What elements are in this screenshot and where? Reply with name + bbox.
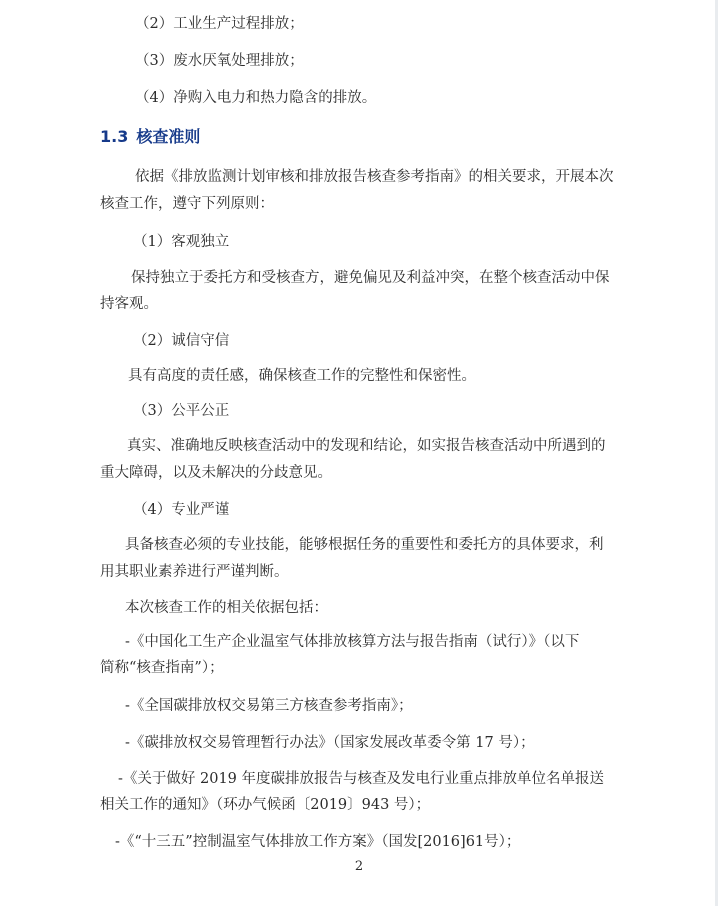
section-heading: [100, 126, 200, 148]
basis-item-line: -《关于做好 2019 年度碳排放报告与核查及发电行业重点排放单位名单报送: [118, 771, 605, 787]
emission-source-item: （2）工业生产过程排放；: [135, 16, 304, 32]
principle-title: （2）诚信守信: [133, 333, 230, 349]
emission-source-item: （3）废水厌氧处理排放；: [135, 53, 304, 69]
principle-title: （4）专业严谨: [133, 502, 230, 518]
principle-title: （3）公平公正: [133, 403, 230, 419]
section-number: 1.3: [100, 127, 129, 146]
principle-text-line: 具备核查必须的专业技能，能够根据任务的重要性和委托方的具体要求，利: [125, 537, 604, 553]
page-number: 2: [354, 859, 364, 874]
basis-item-line: 相关工作的通知》（环办气候函〔2019〕943 号）；: [100, 797, 431, 813]
intro-paragraph-line: 依据《排放监测计划审核和排放报告核查参考指南》的相关要求，开展本次: [135, 169, 614, 185]
intro-paragraph-line: 核查工作，遵守下列原则：: [100, 196, 274, 212]
basis-item-line: -《全国碳排放权交易第三方核查参考指南》；: [125, 698, 413, 714]
basis-intro: 本次核查工作的相关依据包括：: [125, 600, 328, 616]
principle-text-line: 保持独立于委托方和受核查方，避免偏见及利益冲突，在整个核查活动中保: [131, 270, 610, 286]
principle-text-line: 真实、准确地反映核查活动中的发现和结论，如实报告核查活动中所遇到的: [127, 438, 606, 454]
principle-text-line: 重大障碍，以及未解决的分歧意见。: [100, 465, 332, 481]
basis-item-line: -《“十三五”控制温室气体排放工作方案》（国发[2016]61号）；: [115, 834, 521, 850]
principle-text-line: 持客观。: [100, 296, 158, 312]
principle-text-line: 具有高度的责任感，确保核查工作的完整性和保密性。: [128, 368, 476, 384]
basis-item-line: 简称“核查指南”）；: [100, 660, 224, 676]
principle-text-line: 用其职业素养进行严谨判断。: [100, 564, 289, 580]
basis-item-line: -《碳排放权交易管理暂行办法》（国家发展改革委令第 17 号）；: [125, 735, 535, 751]
emission-source-item: （4）净购入电力和热力隐含的排放。: [135, 90, 377, 106]
section-title: 核查准则: [136, 127, 201, 146]
basis-item-line: -《中国化工生产企业温室气体排放核算方法与报告指南（试行）》（以下: [125, 634, 580, 650]
principle-title: （1）客观独立: [133, 234, 230, 250]
